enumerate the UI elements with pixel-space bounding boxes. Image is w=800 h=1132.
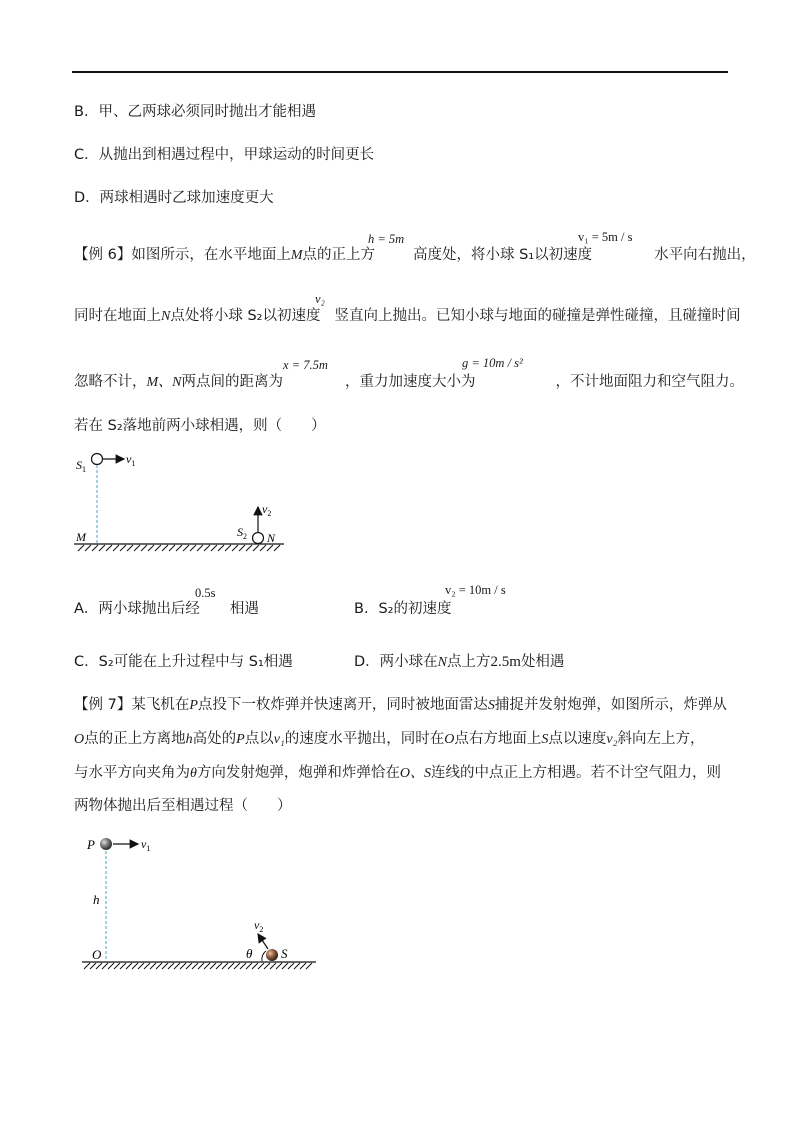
label-m: M: [76, 530, 86, 544]
label-s2: $S_2$: [237, 525, 247, 541]
option-b-prev: B．甲、乙两球必须同时抛出才能相遇: [74, 104, 316, 120]
ex6-line4: 若在 S₂落地前两小球相遇，则（ ）: [74, 418, 326, 434]
ex6-x-formula: x = 7.5m: [283, 358, 328, 372]
ex6-option-b: B．S₂的初速度: [354, 601, 452, 617]
ball-s2: [253, 533, 264, 544]
label-v1-ex7: $v_1$: [141, 837, 151, 853]
label-v2-ex7: $v_2$: [254, 918, 264, 934]
ex7-line1: 【例 7】某飞机在P点投下一枚炸弹并快速离开，同时被地面雷达S捕捉并发射炮弹，如图所示，炸弹从: [74, 697, 727, 713]
ground-hatching-ex7: [84, 963, 312, 969]
ex6-figure: [70, 445, 290, 555]
label-theta: θ: [246, 946, 253, 961]
ex6-line1: 【例 6】如图所示，在水平地面上M点的正上方 高度处，将小球 S₁以初速度 水平向右抛出，: [74, 247, 756, 263]
ex6-option-a: A．两小球抛出后经 相遇: [74, 601, 259, 617]
v2-arrow-ex7: [258, 934, 268, 949]
ex7-line2: O点的正上方离地h高处的P点以v₁的速度水平抛出，同时在O点右方地面上S点以速度v₂斜向左上方，: [74, 731, 705, 747]
ball-s: [266, 949, 278, 961]
ex6-v2-symbol: v₂: [315, 292, 325, 306]
label-v1: $v_1$: [126, 452, 136, 468]
option-d-prev: D．两球相遇时乙球加速度更大: [74, 190, 274, 206]
label-n: N: [267, 531, 276, 545]
ex6-option-d: D．两小球在N点上方2.5m处相遇: [354, 654, 565, 670]
label-o: O: [92, 947, 102, 962]
label-p: P: [87, 837, 95, 852]
theta-arc: [262, 951, 266, 961]
ex6-h-formula: h = 5m: [368, 232, 405, 246]
label-s1: $S_1$: [76, 458, 86, 474]
ball-p: [100, 838, 112, 850]
ex6-option-c: C．S₂可能在上升过程中与 S₁相遇: [74, 654, 293, 670]
label-s: S: [281, 946, 288, 961]
ball-s1: [92, 454, 103, 465]
ex6-option-b-value: v₂ = 10m / s: [445, 583, 506, 597]
ex6-v1-formula: v₁ = 5m / s: [578, 230, 633, 244]
ex6-option-a-value: 0.5s: [195, 586, 216, 600]
ex6-g-formula: g = 10m / s²: [462, 356, 523, 370]
ex6-line3: 忽略不计，M、N两点间的距离为 ，重力加速度大小为 ，不计地面阻力和空气阻力。: [74, 374, 744, 390]
label-v2: $v_2$: [262, 502, 272, 518]
ex7-line3: 与水平方向夹角为θ方向发射炮弹，炮弹和炸弹恰在O、S连线的中点正上方相遇。若不计空气阻力，则: [74, 765, 722, 781]
top-divider: [72, 71, 728, 73]
ex7-figure: [78, 828, 328, 973]
option-c-prev: C．从抛出到相遇过程中，甲球运动的时间更长: [74, 147, 375, 163]
label-h: h: [93, 892, 100, 907]
ground-hatching: [78, 545, 280, 551]
ex6-line2: 同时在地面上N点处将小球 S₂以初速度 竖直向上抛出。已知小球与地面的碰撞是弹性碰撞，且碰撞时间: [74, 308, 741, 324]
ex7-line4: 两物体抛出后至相遇过程（ ）: [74, 798, 292, 814]
